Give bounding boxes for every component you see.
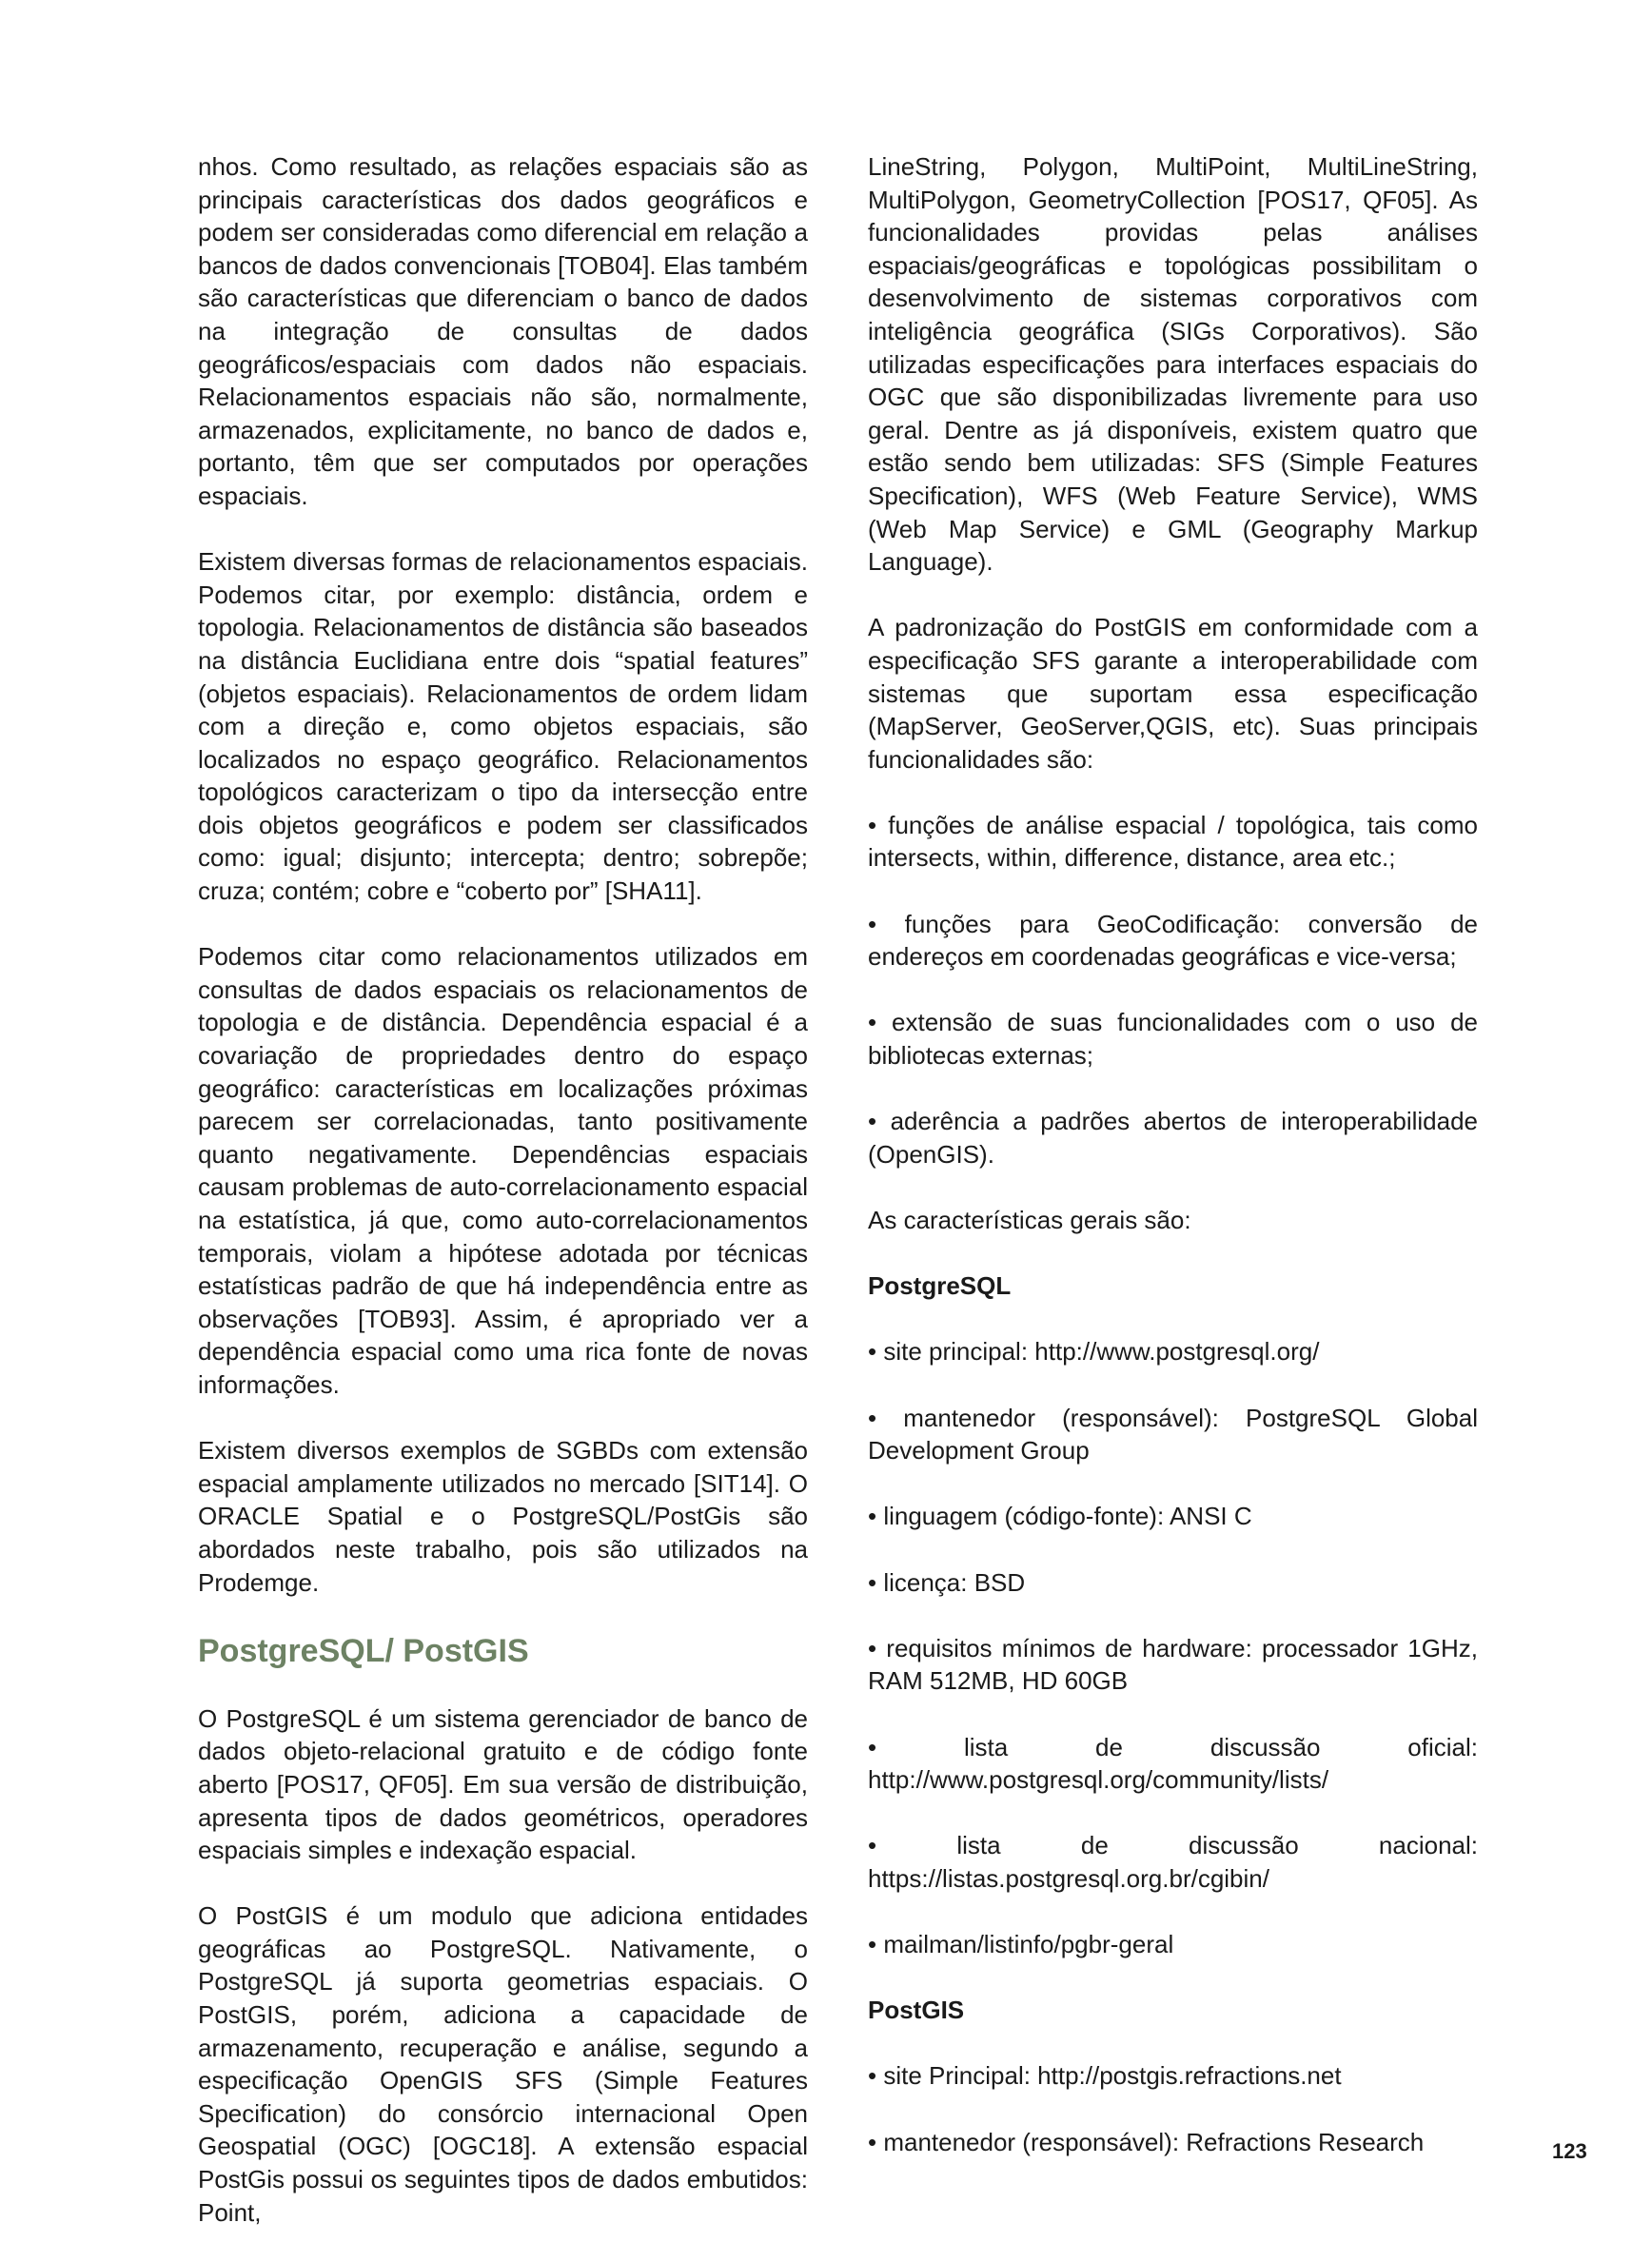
- postgresql-heading: PostgreSQL: [868, 1271, 1012, 1301]
- paragraph: Existem diversas formas de relacionamentos espaciais. Podemos citar, por exemplo: distância, ordem e topologia. Relacionamentos de distância são baseados na distância Euclidiana entre dois “spatial features” (objetos espaciais). Relacionamentos de ordem lidam com a direção e, como objetos espaciais, são localizados no espaço geográfico. Relacionamentos topológicos caracterizam o tipo da intersecção entre dois objetos geográficos e podem ser classificados como: igual; disjunto; intercepta; dentro; sobrepõe; cruza; contém; cobre e “coberto por” [SHA11].: [198, 547, 808, 906]
- section-heading: PostgreSQL/ PostGIS: [198, 1632, 529, 1669]
- postgresql-item: • lista de discussão nacional: https://listas.postgresql.org.br/cgibin/: [868, 1831, 1478, 1893]
- postgresql-item: • requisitos mínimos de hardware: processador 1GHz, RAM 512MB, HD 60GB: [868, 1633, 1478, 1696]
- feature-item: • extensão de suas funcionalidades com o uso de bibliotecas externas;: [868, 1008, 1478, 1071]
- feature-item: • aderência a padrões abertos de interoperabilidade (OpenGIS).: [868, 1107, 1478, 1169]
- paragraph: O PostgreSQL é um sistema gerenciador de banco de dados objeto-relacional gratuito e de código fonte aberto [POS17, QF05]. Em sua versão de distribuição, apresenta tipos de dados geométricos, operadores espaciais simples e indexação espacial.: [198, 1703, 808, 1865]
- postgis-heading: PostGIS: [868, 1996, 965, 2025]
- postgis-item: • mantenedor (responsável): Refractions Research: [868, 2127, 1425, 2156]
- postgresql-item: • mantenedor (responsável): PostgreSQL Global Development Group: [868, 1403, 1478, 1465]
- postgresql-item: • mailman/listinfo/pgbr-geral: [868, 1930, 1174, 1959]
- paragraph: O PostGIS é um modulo que adiciona entidades geográficas ao PostgreSQL. Nativamente, o PostgreSQL já suporta geometrias espaciais. O PostGIS, porém, adiciona a capacidade de armazenamento, recuperação e análise, segundo a especificação OpenGIS SFS (Simple Features Specification) do consórcio internacional Open Geospatial (OGC) [OGC18]. A extensão espacial PostGis possui os seguintes tipos de dados embutidos: Point,: [198, 1901, 808, 2227]
- postgresql-item: • site principal: http://www.postgresql.org/: [868, 1337, 1320, 1367]
- paragraph: LineString, Polygon, MultiPoint, MultiLineString, MultiPolygon, GeometryCollection [POS17, QF05]. As funcionalidades providas pelas análises espaciais/geográficas e topológicas possibilitam o desenvolvimento de sistemas corporativos com inteligência geográfica (SIGs Corporativos). São utilizadas especificações para interfaces espaciais do OGC que são disponibilizadas livremente para uso geral. Dentre as já disponíveis, existem quatro que estão sendo bem utilizadas: SFS (Simple Features Specification), WFS (Web Feature Service), WMS (Web Map Service) e GML (Geography Markup Language).: [868, 152, 1478, 577]
- postgresql-item: • linguagem (código-fonte): ANSI C: [868, 1502, 1252, 1531]
- left-column: [198, 150, 808, 2262]
- postgresql-item: • licença: BSD: [868, 1567, 1026, 1597]
- page-number: 123: [1552, 2139, 1587, 2163]
- paragraph: Existem diversos exemplos de SGBDs com extensão espacial amplamente utilizados no mercado [SIT14]. O ORACLE Spatial e o PostgreSQL/PostGis são abordados neste trabalho, pois são utilizados na Prodemge.: [198, 1436, 808, 1597]
- paragraph: As características gerais são:: [868, 1206, 1191, 1234]
- right-column: [868, 150, 1478, 2192]
- feature-item: • funções de análise espacial / topológica, tais como intersects, within, difference, distance, area etc.;: [868, 810, 1478, 873]
- paragraph: nhos. Como resultado, as relações espaciais são as principais características dos dados geográficos e podem ser consideradas como diferencial em relação a bancos de dados convencionais [TOB04]. Elas também são características que diferenciam o banco de dados na integração de consultas de dados geográficos/espaciais com dados não espaciais. Relacionamentos espaciais não são, normalmente, armazenados, explicitamente, no banco de dados e, portanto, têm que ser computados por operações espaciais.: [198, 152, 808, 510]
- paragraph: A padronização do PostGIS em conformidade com a especificação SFS garante a interoperabilidade com sistemas que suportam essa especificação (MapServer, GeoServer,QGIS, etc). Suas principais funcionalidades são:: [868, 613, 1478, 774]
- feature-item: • funções para GeoCodificação: conversão de endereços em coordenadas geográficas e vice-versa;: [868, 909, 1478, 972]
- postgis-item: • site Principal: http://postgis.refractions.net: [868, 2061, 1342, 2091]
- postgresql-item: • lista de discussão oficial: http://www.postgresql.org/community/lists/: [868, 1732, 1478, 1795]
- paragraph: Podemos citar como relacionamentos utilizados em consultas de dados espaciais os relacionamentos de topologia e de distância. Dependência espacial é a covariação de propriedades dentro do espaço geográfico: características em localizações próximas parecem ser correlacionadas, tanto positivamente quanto negativamente. Dependências espaciais causam problemas de auto-correlacionamento espacial na estatística, já que, como auto-correlacionamentos temporais, violam a hipótese adotada por técnicas estatísticas padrão de que há independência entre as observações [TOB93]. Assim, é apropriado ver a dependência espacial como uma rica fonte de novas informações.: [198, 942, 808, 1399]
